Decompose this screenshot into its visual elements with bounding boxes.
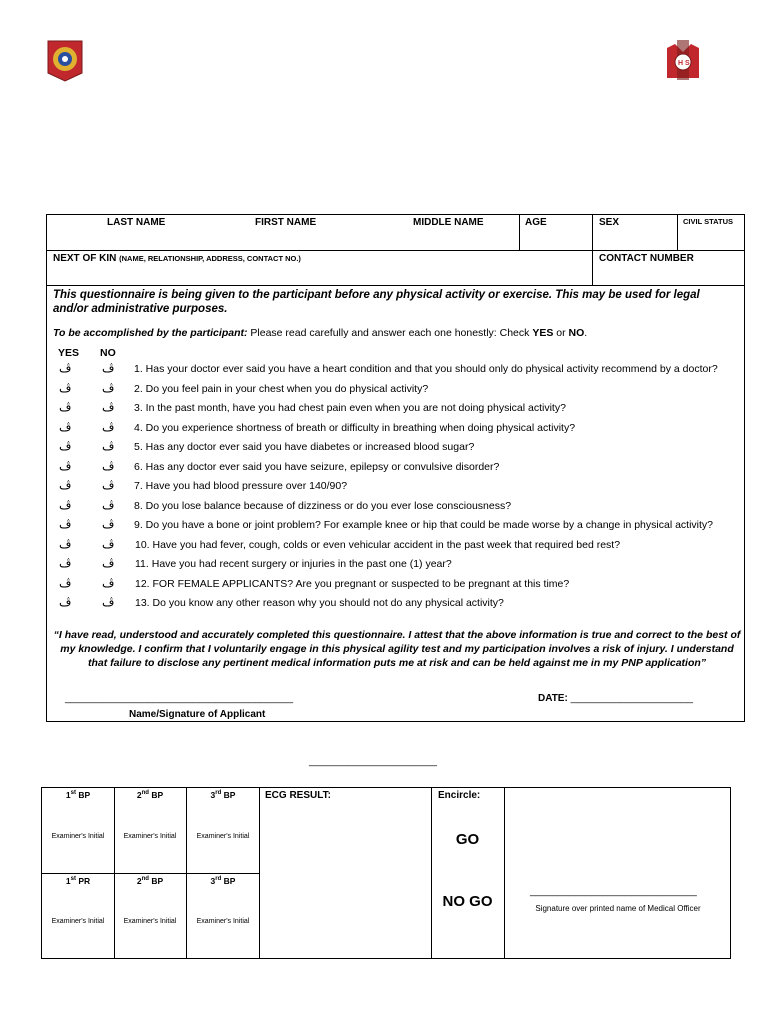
col-divider <box>519 215 520 251</box>
ecg-result-label: ECG RESULT: <box>265 790 331 801</box>
next-of-kin-detail: (NAME, RELATIONSHIP, ADDRESS, CONTACT NO.) <box>119 254 301 263</box>
date-label: DATE: <box>538 693 571 704</box>
medical-officer-signature-label: Signature over printed name of Medical Officer <box>535 904 701 913</box>
yes-checkbox[interactable]: ڤ <box>59 380 72 395</box>
question-text: 8. Do you lose balance because of dizziness or do you ever lose consciousness? <box>134 499 512 512</box>
attestation-statement: “I have read, understood and accurately completed this questionnaire. I attest that the above information is true and correct to the best of my knowledge. I confirm that I voluntarily engage in this physical agility test and my participation involves a risk of injury. I understand that failure to disclose any pertinent medical information puts me at risk and can be held against me in my PNP application” <box>53 629 741 669</box>
no-checkbox[interactable]: ڤ <box>102 361 115 375</box>
question-text: 4. Do you experience shortness of breath or difficulty in breathing when doing physical activity? <box>134 421 576 434</box>
yes-checkbox[interactable]: ڤ <box>59 458 72 473</box>
no-checkbox[interactable]: ڤ <box>102 400 115 414</box>
applicant-signature-label: Name/Signature of Applicant <box>129 709 266 720</box>
instruction-period: . <box>584 327 588 339</box>
contact-number-label: CONTACT NUMBER <box>599 253 694 264</box>
question-text: 9. Do you have a bone or joint problem? For example knee or hip that could be made worse by a change in physical activity? <box>134 519 713 531</box>
col-divider <box>431 788 432 958</box>
examiner-initial-bp1: Examiner's Initial <box>51 833 105 840</box>
section-separator: _______________________ <box>309 756 437 767</box>
question-text: 11. Have you had recent surgery or injuries in the past one (1) year? <box>135 558 452 570</box>
pnp-seal-logo <box>44 37 86 83</box>
examiner-initial-pr3: Examiner's Initial <box>196 918 250 925</box>
date-field <box>538 693 693 704</box>
sex-label: SEX <box>599 217 620 228</box>
question-text: 10. Have you had fever, cough, colds or even vehicular accident in the past week that required bed rest? <box>135 538 621 551</box>
first-name-label: FIRST NAME <box>255 217 317 228</box>
no-checkbox[interactable]: ڤ <box>102 458 115 473</box>
no-checkbox[interactable]: ڤ <box>102 595 115 609</box>
yes-column-header: YES <box>58 347 80 359</box>
bp1-label: 1st BP <box>65 790 91 800</box>
row-divider <box>47 285 744 286</box>
bp2-label: 2nd BP <box>136 790 164 800</box>
pr2-label: 2nd BP <box>136 876 164 886</box>
date-line: ______________________ <box>570 693 693 704</box>
instruction-line <box>53 327 587 339</box>
bp3-label: 3rd BP <box>210 790 236 800</box>
question-text: 1. Has your doctor ever said you have a heart condition and that you should only do physical activity recommend by a doctor? <box>134 363 718 375</box>
questionnaire-notice: This questionnaire is being given to the participant before any physical activity or exercise. This may be used for legal and/or administrative purposes. <box>53 289 700 315</box>
applicant-signature-line: _________________________________________ <box>65 693 294 704</box>
instruction-lead: To be accomplished by the participant: <box>53 327 248 339</box>
yes-checkbox[interactable]: ڤ <box>59 478 72 492</box>
medical-officer-signature-line: ______________________________ <box>530 886 697 897</box>
yes-checkbox[interactable]: ڤ <box>59 556 72 570</box>
question-text: 2. Do you feel pain in your chest when you do physical activity? <box>134 382 429 395</box>
no-checkbox[interactable]: ڤ <box>102 497 115 512</box>
yes-checkbox[interactable]: ڤ <box>59 439 72 453</box>
no-checkbox[interactable]: ڤ <box>102 556 115 570</box>
yes-checkbox[interactable]: ڤ <box>59 517 72 531</box>
col-divider <box>592 215 593 286</box>
medical-exam-box <box>41 787 731 959</box>
pr3-label: 3rd BP <box>210 876 236 886</box>
examiner-initial-pr1: Examiner's Initial <box>51 918 105 925</box>
question-text: 6. Has any doctor ever said you have seizure, epilepsy or convulsive disorder? <box>134 460 500 473</box>
no-go-option: NO GO <box>442 893 493 910</box>
no-checkbox[interactable]: ڤ <box>102 575 115 590</box>
no-checkbox[interactable]: ڤ <box>102 478 115 492</box>
instruction-yes: YES <box>532 327 554 339</box>
row-divider <box>47 250 744 251</box>
no-column-header: NO <box>100 347 116 359</box>
applicant-form <box>46 214 745 722</box>
col-divider <box>677 215 678 251</box>
no-checkbox[interactable]: ڤ <box>102 439 115 453</box>
col-divider <box>259 788 260 958</box>
next-of-kin-text: NEXT OF KIN <box>53 253 117 264</box>
middle-name-label: MIDDLE NAME <box>413 217 484 228</box>
instruction-no: NO <box>568 327 585 339</box>
instruction-or: or <box>553 327 569 339</box>
no-checkbox[interactable]: ڤ <box>102 517 115 531</box>
no-checkbox[interactable]: ڤ <box>102 536 115 551</box>
last-name-label: LAST NAME <box>107 217 166 228</box>
question-text: 3. In the past month, have you had chest pain even when you are not doing physical activity? <box>134 402 566 414</box>
svg-text:H S: H S <box>678 60 690 67</box>
yes-checkbox[interactable]: ڤ <box>59 400 72 414</box>
question-text: 13. Do you know any other reason why you should not do any physical activity? <box>135 597 504 609</box>
go-option: GO <box>455 831 480 848</box>
age-label: AGE <box>525 217 547 228</box>
question-text: 7. Have you had blood pressure over 140/90? <box>134 480 348 492</box>
encircle-label: Encircle: <box>438 790 481 801</box>
civil-status-label: CIVIL STATUS <box>683 217 734 226</box>
row-divider <box>42 873 259 874</box>
yes-checkbox[interactable]: ڤ <box>59 419 72 434</box>
yes-checkbox[interactable]: ڤ <box>59 575 72 590</box>
yes-checkbox[interactable]: ڤ <box>59 361 72 375</box>
question-text: 5. Has any doctor ever said you have diabetes or increased blood sugar? <box>134 441 475 453</box>
examiner-initial-pr2: Examiner's Initial <box>123 918 177 925</box>
pr1-label: 1st PR <box>65 876 91 886</box>
instruction-body: Please read carefully and answer each one honestly: Check <box>247 327 533 339</box>
yes-checkbox[interactable]: ڤ <box>59 497 72 512</box>
examiner-initial-bp3: Examiner's Initial <box>196 833 250 840</box>
question-text: 12. FOR FEMALE APPLICANTS? Are you pregnant or suspected to be pregnant at this time? <box>135 577 570 590</box>
col-divider <box>504 788 505 958</box>
no-checkbox[interactable]: ڤ <box>102 419 115 434</box>
yes-checkbox[interactable]: ڤ <box>59 595 72 609</box>
yes-checkbox[interactable]: ڤ <box>59 536 72 551</box>
no-checkbox[interactable]: ڤ <box>102 380 115 395</box>
health-service-logo <box>665 38 701 84</box>
next-of-kin-label <box>53 253 301 264</box>
examiner-initial-bp2: Examiner's Initial <box>123 833 177 840</box>
